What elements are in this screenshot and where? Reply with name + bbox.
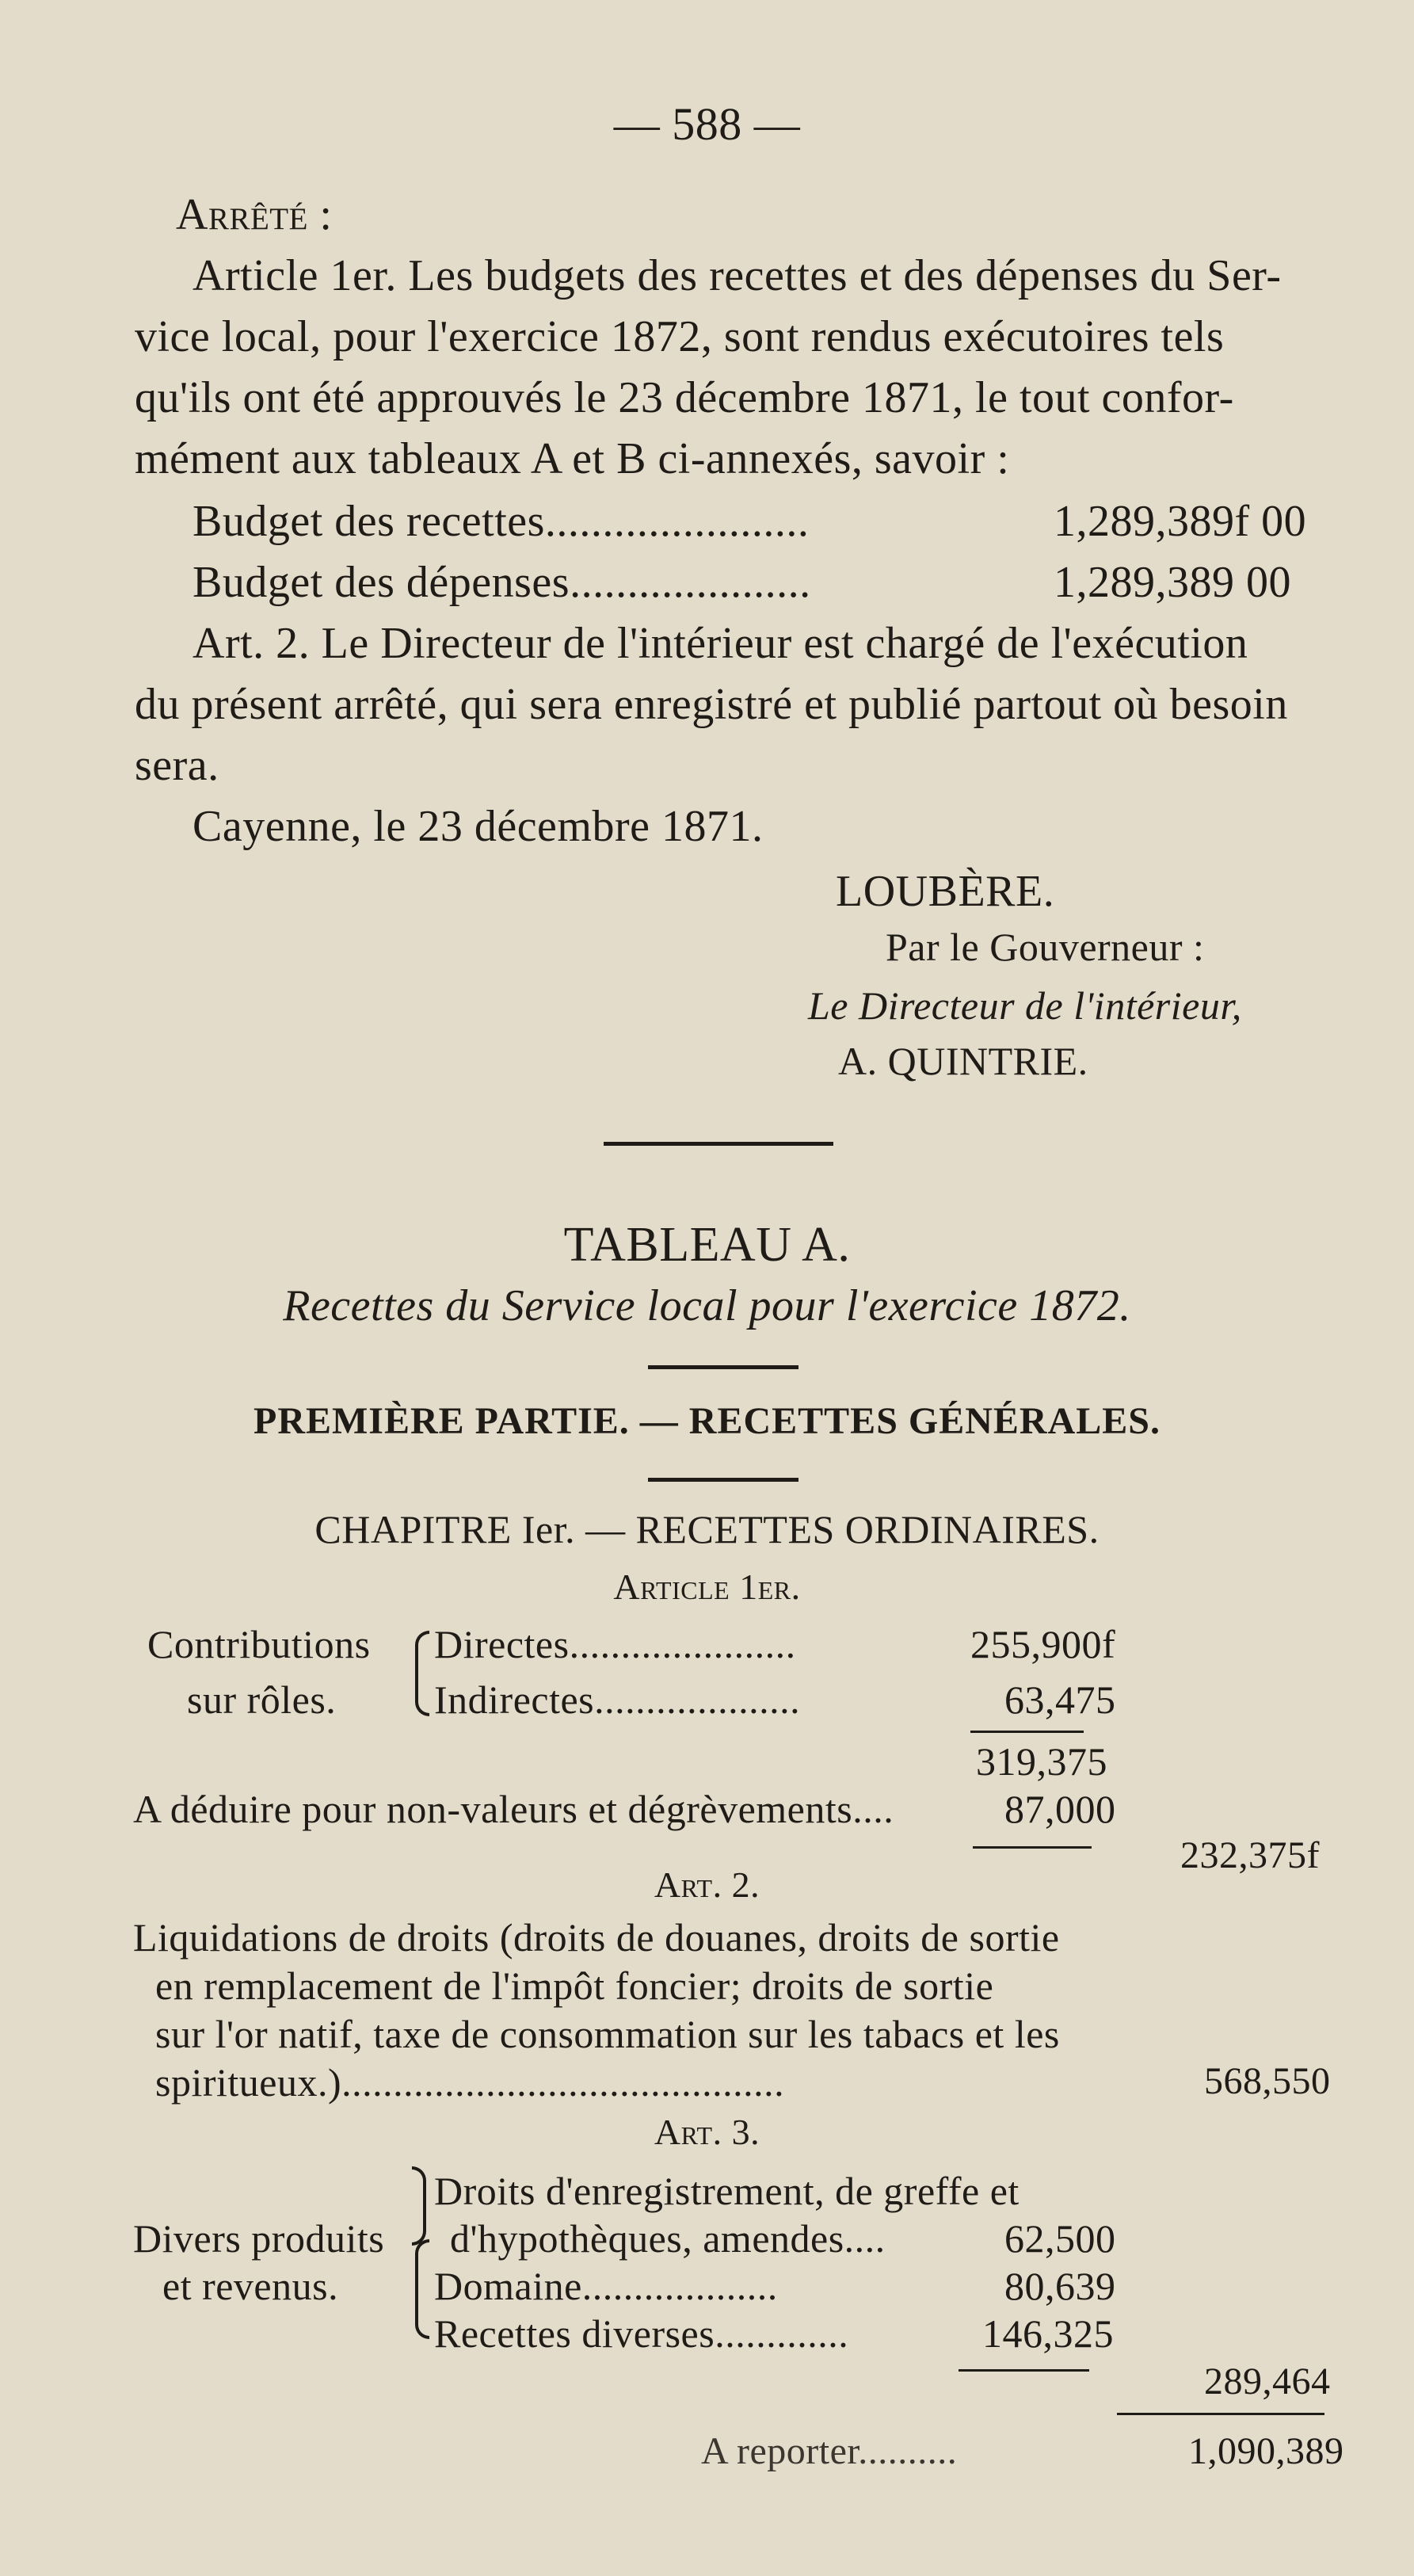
part-title: PREMIÈRE PARTIE. — RECETTES GÉNÉRALES. <box>253 1400 1161 1442</box>
contributions-label-2: sur rôles. <box>187 1677 337 1722</box>
contributions-brace <box>415 1631 429 1716</box>
arrete-heading: Arrêté : <box>176 190 333 239</box>
directes-label: Directes...................... <box>434 1622 796 1666</box>
subtitle-rule <box>648 1365 798 1369</box>
domaine-value: 80,639 <box>1004 2264 1116 2308</box>
article1-line-4: mément aux tableaux A et B ci-annexés, savoir : <box>135 434 1010 483</box>
page-number: — 588 — <box>613 98 801 150</box>
deduction-rule <box>973 1846 1092 1849</box>
divers-brace-top <box>412 2166 426 2246</box>
indirectes-label: Indirectes.................... <box>434 1677 801 1722</box>
contributions-sum-rule <box>970 1731 1084 1733</box>
date-line: Cayenne, le 23 décembre 1871. <box>192 802 764 851</box>
article1-line-2: vice local, pour l'exercice 1872, sont rendus exécutoires tels <box>135 312 1225 361</box>
directeur-name: A. QUINTRIE. <box>838 1039 1088 1083</box>
article2-line-3: sera. <box>135 741 219 790</box>
report-rule <box>1117 2413 1324 2415</box>
contributions-subtotal: 319,375 <box>976 1739 1107 1784</box>
directes-value: 255,900f <box>970 1622 1116 1666</box>
article1-heading: Article 1er. <box>613 1567 801 1607</box>
recettes-diverses-value: 146,325 <box>982 2311 1114 2356</box>
part-rule <box>648 1478 798 1482</box>
divers-label-1: Divers produits <box>133 2216 385 2261</box>
deduction-value: 87,000 <box>1004 1787 1116 1831</box>
divers-item-2-label: d'hypothèques, amendes.... <box>450 2216 886 2261</box>
tableau-title: TABLEAU A. <box>563 1218 851 1272</box>
par-le-gouverneur: Par le Gouverneur : <box>886 925 1205 969</box>
directeur-title: Le Directeur de l'intérieur, <box>808 983 1242 1028</box>
article1-line-3: qu'ils ont été approuvés le 23 décembre 1871, le tout confor- <box>135 373 1234 422</box>
domaine-label: Domaine................... <box>434 2264 778 2308</box>
report-value: 1,090,389 <box>1188 2430 1344 2472</box>
divers-item-1: Droits d'enregistrement, de greffe et <box>434 2169 1020 2213</box>
divers-item-2-value: 62,500 <box>1004 2216 1116 2261</box>
article2-line-2: du présent arrêté, qui sera enregistré et publié partout où besoin <box>135 680 1288 729</box>
signature-name: LOUBÈRE. <box>836 867 1055 916</box>
contributions-label-1: Contributions <box>147 1622 371 1666</box>
art2-total: 568,550 <box>1204 2060 1331 2102</box>
indirectes-value: 63,475 <box>1004 1677 1116 1722</box>
art2-line-3: sur l'or natif, taxe de consommation sur les tabacs et les <box>155 2012 1060 2056</box>
contributions-net: 232,375f <box>1180 1834 1320 1876</box>
budget-recettes-value: 1,289,389f 00 <box>1054 497 1307 546</box>
report-label: A reporter.......... <box>701 2430 958 2472</box>
art2-line-1: Liquidations de droits (droits de douanes, droits de sortie <box>133 1915 1060 1960</box>
deduction-label: A déduire pour non-valeurs et dégrèvements.... <box>133 1787 894 1831</box>
article1-line-1: Article 1er. Les budgets des recettes et des dépenses du Ser- <box>192 251 1282 300</box>
art2-line-4: spiritueux.)........................................... <box>155 2060 785 2105</box>
divers-total: 289,464 <box>1204 2360 1331 2402</box>
art2-heading: Art. 2. <box>654 1864 760 1905</box>
budget-depenses-label: Budget des dépenses..................... <box>192 558 811 607</box>
divers-brace-bottom <box>415 2239 429 2339</box>
budget-recettes-label: Budget des recettes....................... <box>192 497 810 546</box>
budget-depenses-value: 1,289,389 00 <box>1054 558 1291 607</box>
art3-heading: Art. 3. <box>654 2112 760 2152</box>
tableau-subtitle: Recettes du Service local pour l'exercice 1872. <box>283 1281 1131 1330</box>
divers-rule <box>959 2369 1089 2372</box>
divers-label-2: et revenus. <box>162 2264 339 2308</box>
article2-line-1: Art. 2. Le Directeur de l'intérieur est chargé de l'exécution <box>192 619 1248 668</box>
art2-line-2: en remplacement de l'impôt foncier; droits de sortie <box>155 1963 994 2008</box>
separator-rule <box>604 1142 833 1146</box>
chapter-title: CHAPITRE Ier. — RECETTES ORDINAIRES. <box>314 1507 1100 1551</box>
recettes-diverses-label: Recettes diverses............. <box>434 2311 849 2356</box>
